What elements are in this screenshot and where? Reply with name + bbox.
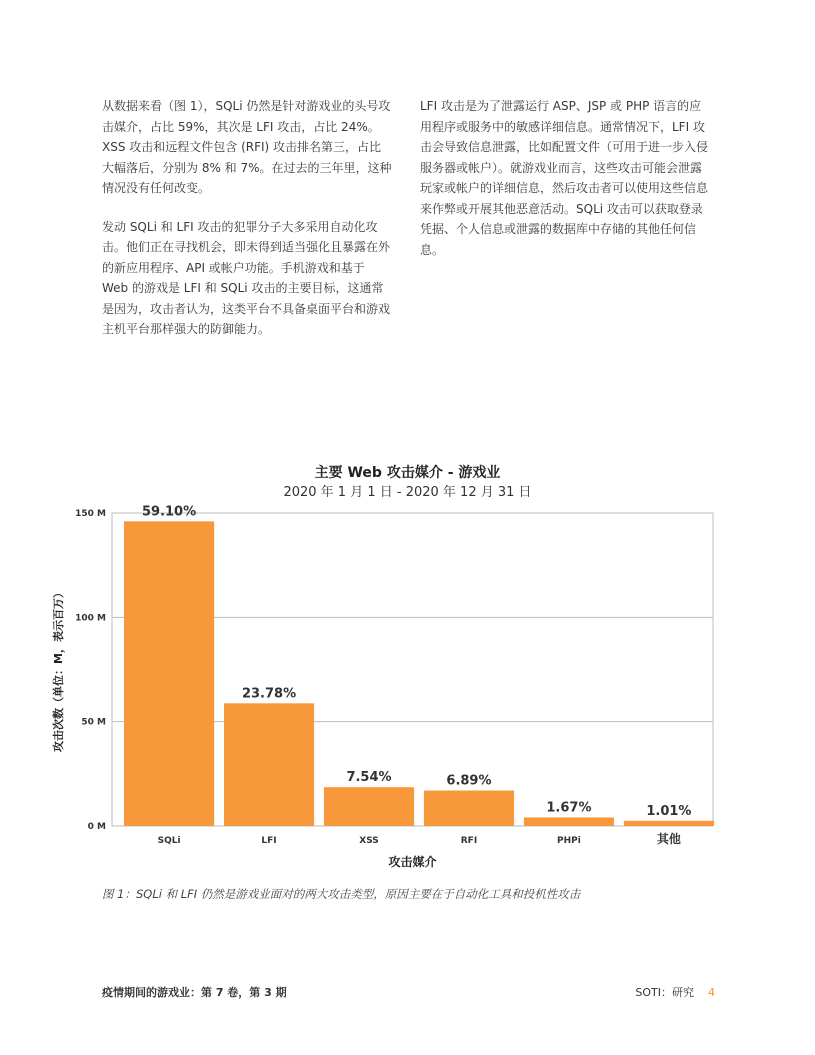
data-label: 1.01% (646, 803, 692, 819)
paragraph: 从数据来看（图 1），SQLi 仍然是针对游戏业的头号攻击媒介，占比 59%，其次是 LFI 攻击，占比 24%。XSS 攻击和远程文件包含 (RFI) 攻击排名第三，占比大幅落后，分别为 8% 和 7%。在过去的三年里，这种情况没有任何改变。 (102, 99, 392, 195)
bar (424, 791, 514, 826)
x-tick-label: 其他 (656, 832, 681, 846)
x-tick-label: XSS (359, 836, 379, 846)
bar (124, 521, 214, 826)
bar (524, 817, 614, 826)
chart-title: 主要 Web 攻击媒介 - 游戏业 (314, 465, 501, 481)
data-label: 7.54% (346, 770, 392, 786)
figure-caption: 图 1：SQLi 和 LFI 仍然是游戏业面对的两大攻击类型，原因主要在于自动化工具和投机性攻击 (102, 887, 581, 901)
y-tick-label: 50 M (81, 717, 106, 728)
data-label: 1.67% (546, 800, 592, 816)
x-tick-label: LFI (261, 836, 277, 846)
bar (324, 787, 414, 826)
data-label: 23.78% (241, 686, 297, 702)
x-tick-label: SQLi (157, 836, 181, 846)
footer-publication: 疫情期间的游戏业：第 7 卷，第 3 期 (102, 986, 287, 999)
bar (624, 821, 714, 826)
data-label: 59.10% (141, 504, 197, 520)
y-tick-label: 100 M (75, 613, 106, 624)
paragraph: 发动 SQLi 和 LFI 攻击的犯罪分子大多采用自动化攻击。他们正在寻找机会，即未得到适当强化且暴露在外的新应用程序、API 或帐户功能。手机游戏和基于 Web 的游戏是 LFI 和 SQLi 攻击的主要目标，这通常是因为，攻击者认为，这类平台不具备桌面平台和游戏主机平台那样强大的防御能力。 (102, 219, 391, 336)
y-axis-label: 攻击次数（单位：M，表示百万） (52, 587, 65, 752)
y-tick-label: 0 M (87, 822, 106, 832)
x-tick-label: PHPi (557, 836, 581, 846)
bar (224, 703, 314, 826)
data-label: 6.89% (446, 773, 492, 789)
footer-section: SOTI：研究 (635, 986, 694, 999)
chart-subtitle: 2020 年 1 月 1 日 - 2020 年 12 月 31 日 (283, 485, 532, 500)
x-tick-label: RFI (460, 836, 478, 846)
y-tick-label: 150 M (75, 509, 106, 519)
paragraph: LFI 攻击是为了泄露运行 ASP、JSP 或 PHP 语言的应用程序或服务中的敏感详细信息。通常情况下，LFI 攻击会导致信息泄露，比如配置文件（可用于进一步入侵服务器或帐户）。就游戏业而言，这些攻击可能会泄露玩家或帐户的详细信息，然后攻击者可以使用这些信息来作弊或开展其他恶意活动。SQLi 攻击可以获取登录凭据、个人信息或泄露的数据库中存储的其他任何信息。 (420, 99, 709, 257)
page-number: 4 (708, 986, 715, 999)
x-axis-label: 攻击媒介 (388, 855, 437, 869)
footer-right (635, 984, 715, 1000)
